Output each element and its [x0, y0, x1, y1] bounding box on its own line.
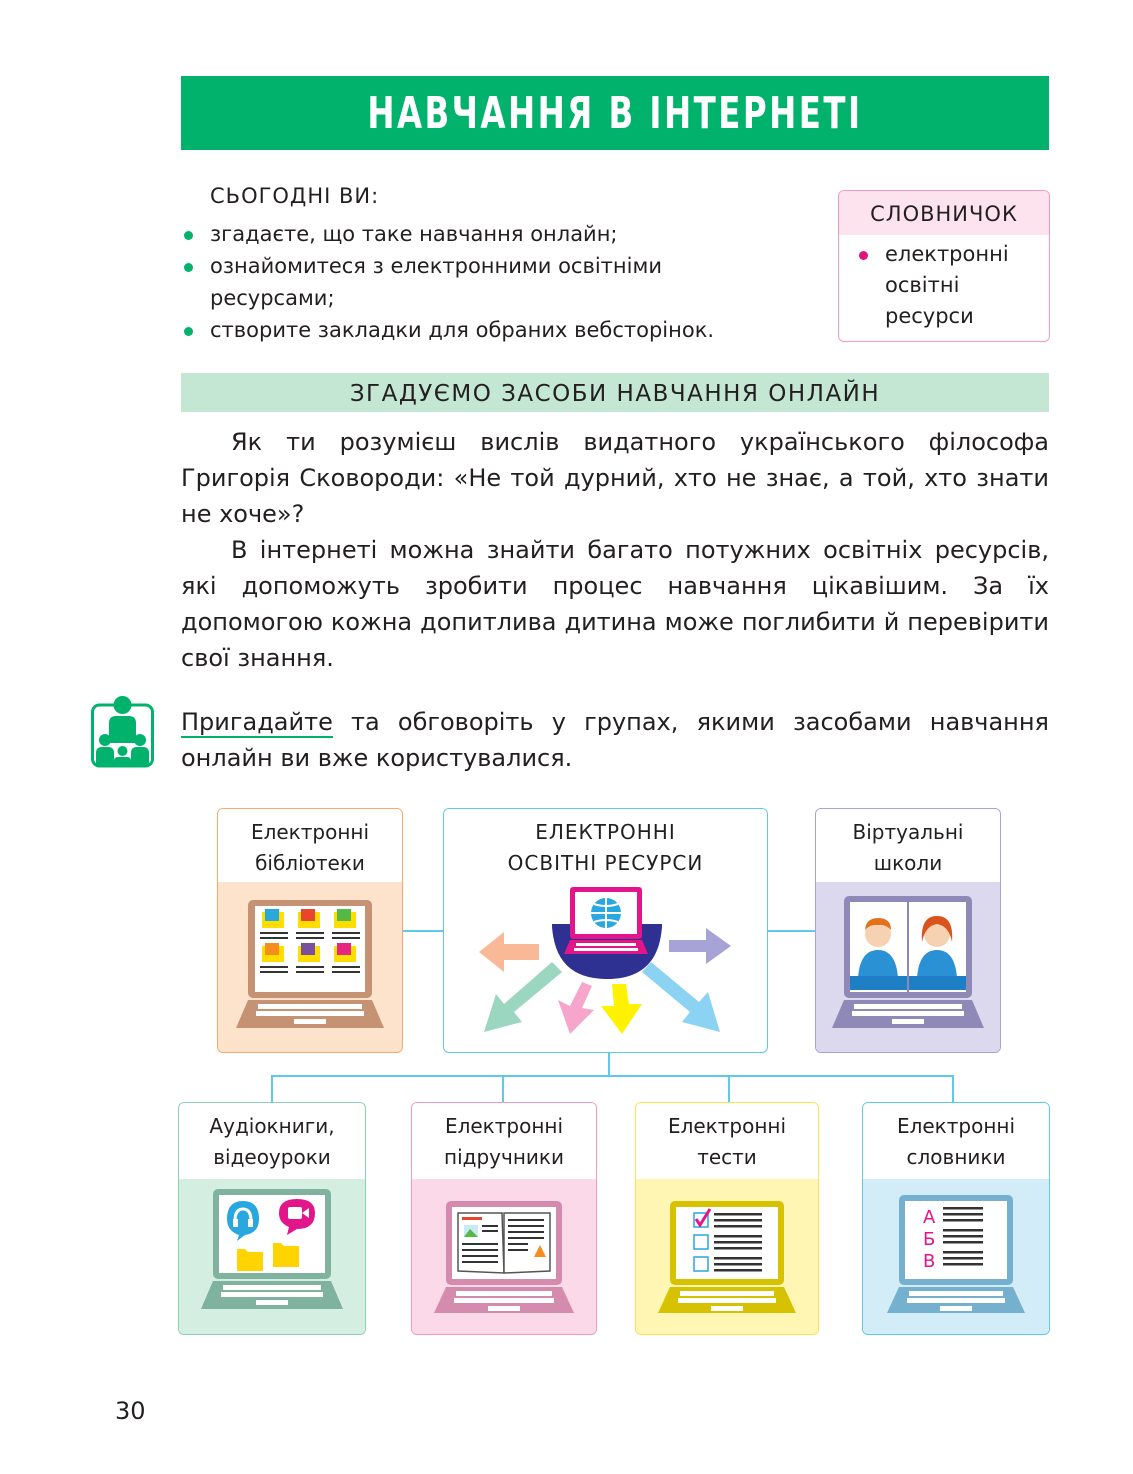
card-label: Електронні підручники: [412, 1103, 596, 1173]
card-label: Електронні бібліотеки: [218, 809, 402, 879]
card-dictionaries: [862, 1102, 1050, 1335]
group-task: [181, 704, 1049, 776]
connector-line: [402, 930, 444, 932]
lesson-title: НАВЧАННЯ В ІНТЕРНЕТІ: [367, 87, 863, 139]
dictionary-letter: А: [923, 1207, 936, 1228]
card-center-resources: [443, 808, 768, 1053]
laptop-media-icon: [179, 1179, 365, 1334]
laptop-classroom-icon: [816, 882, 1000, 1052]
card-e-libraries: [217, 808, 403, 1053]
card-label: Аудіокниги, відеоуроки: [179, 1103, 365, 1173]
card-virtual-schools: [815, 808, 1001, 1053]
card-label: Віртуальні школи: [816, 809, 1000, 879]
card-picture: [179, 1179, 365, 1334]
card-label: Електронні словники: [863, 1103, 1049, 1173]
card-picture: [816, 882, 1000, 1052]
card-audiobooks: [178, 1102, 366, 1335]
page-number: 30: [115, 1397, 146, 1425]
objective-item: згадаєте, що таке навчання онлайн;: [181, 218, 801, 250]
lesson-title-bar: [181, 76, 1049, 150]
laptop-library-icon: [218, 882, 402, 1052]
card-picture: [412, 1179, 596, 1334]
connector-line: [271, 1075, 954, 1077]
laptop-dictionary-icon: [863, 1179, 1049, 1334]
group-work-icon: [91, 695, 154, 768]
task-text: та обговоріть у групах, якими засобами навчання онлайн ви вже користувалися.: [181, 708, 1049, 772]
connector-line: [766, 930, 816, 932]
dictionary-letter: В: [923, 1251, 936, 1272]
connector-line: [271, 1075, 273, 1103]
section-heading: ЗГАДУЄМО ЗАСОБИ НАВЧАННЯ ОНЛАЙН: [181, 373, 1049, 412]
resources-hub-icon: [444, 884, 767, 1052]
connector-line: [952, 1075, 954, 1103]
connector-line: [608, 1052, 610, 1076]
laptop-textbook-icon: [412, 1179, 596, 1334]
section-text: [181, 424, 1049, 676]
objectives-list: [181, 218, 801, 346]
card-picture: [636, 1179, 818, 1334]
paragraph: В інтернеті можна знайти багато потужних освітніх ресурсів, які допоможуть зробити процес навчання цікавішим. За їх допомогою кожна допитлива дитина може поглибити й перевірити свої знання.: [181, 536, 1049, 672]
vocabulary-box: [838, 190, 1050, 342]
center-label: ЕЛЕКТРОННІ ОСВІТНІ РЕСУРСИ: [444, 809, 767, 879]
card-picture: [218, 882, 402, 1052]
dictionary-letter: Б: [923, 1229, 936, 1250]
card-tests: [635, 1102, 819, 1335]
objective-item: створите закладки для обраних вебсторінок.: [181, 314, 801, 346]
card-textbooks: [411, 1102, 597, 1335]
connector-line: [728, 1075, 730, 1103]
card-label: Електронні тести: [636, 1103, 818, 1173]
objectives-heading: СЬОГОДНІ ВИ:: [210, 184, 380, 208]
objective-item: ознайомитеся з електронними освітніми ресурсами;: [181, 250, 730, 314]
vocabulary-heading: СЛОВНИЧОК: [839, 191, 1049, 235]
connector-line: [502, 1075, 504, 1103]
vocabulary-term: електронні освітні ресурси: [839, 235, 1049, 332]
laptop-test-icon: [636, 1179, 818, 1334]
card-picture: [863, 1179, 1049, 1334]
task-verb: Пригадайте: [181, 708, 333, 736]
paragraph: Як ти розумієш вислів видатного українського філософа Григорія Сковороди: «Не той дурний, хто не знає, а той, хто знати не хоче»?: [181, 428, 1049, 528]
